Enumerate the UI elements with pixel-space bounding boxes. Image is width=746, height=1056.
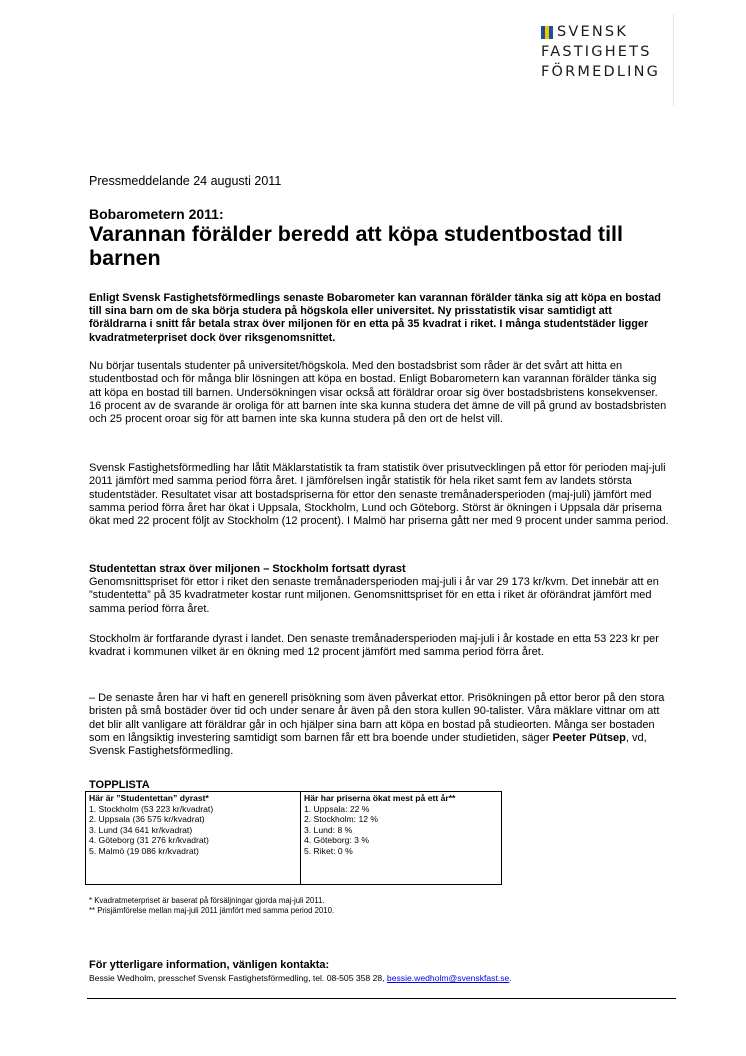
toplista-right-cell xyxy=(301,792,502,885)
press-date: Pressmeddelande 24 augusti 2011 xyxy=(89,174,282,188)
list-item: 1. Stockholm (53 223 kr/kvadrat) xyxy=(89,803,214,814)
lead-paragraph: Enligt Svensk Fastighetsförmedlings senaste Bobarometer kan varannan förälder tänka sig att köpa en bostad till sina barn om de ska börja studera på högskola eller universitet. Ny prisstatistik visar samtidigt att föräldrarna i snitt får betala strax över miljonen för en etta på 35 kvadrat i riket. I många studentstäder ligger kvadratmeterpriset dock över riksgenomsnittet. xyxy=(89,292,661,344)
list-item: 4. Göteborg: 3 % xyxy=(304,835,369,846)
list-item: 5. Riket: 0 % xyxy=(304,845,353,856)
subheading: Studentettan strax över miljonen – Stockholm fortsatt dyrast xyxy=(89,563,406,575)
list-item: 1. Uppsala: 22 % xyxy=(304,803,370,814)
body-paragraph-3: Genomsnittspriset för ettor i riket den senaste tremånadersperioden maj-juli i år var 29 173 kr/kvm. Det innebär att en ”studentetta” på 35 kvadratmeter kostar runt miljonen. Genomsnittspriset för en etta i riket är oförändrat jämfört med samma period förra året. xyxy=(89,576,659,615)
body-paragraph-2: Svensk Fastighetsförmedling har låtit Mäklarstatistik ta fram statistik över prisutvecklingen på ettor för perioden maj-juli 2011 jämfört med samma period förra året. I jämförelsen ingår statistik för hela riket samt fem av landets största studentstäder. Resultatet visar att bostadspriserna för ettor den senaste tremånadersperioden (maj-juli) jämfört med samma period förra året har ökat i Uppsala, Stockholm, Lund och Göteborg. Störst är ökningen i Uppsala där priserna ökat med 22 procent följt av Stockholm (12 procent). I Malmö har priserna gått ner med 9 procent under samma period. xyxy=(89,462,669,528)
list-item: 3. Lund: 8 % xyxy=(304,824,353,835)
quote-speaker: Peeter Pütsep xyxy=(552,731,626,744)
body-paragraph-4: Stockholm är fortfarande dyrast i landet. Den senaste tremånadersperioden maj-juli i år kostade en etta 53 223 kr per kvadrat i kommunen vilket är en ökning med 12 procent jämfört med samma period förra året. xyxy=(89,633,659,659)
body-paragraph-1: Nu börjar tusentals studenter på universitet/högskola. Med den bostadsbrist som råder är det svårt att hitta en studentbostad och för många blir lösningen att köpa en bostad. Enligt Bobarometern kan varannan förälder tänka sig att köpa en bostad till barnen. Undersökningen visar också att föräldrar oroar sig över bostadsbristens konsekvenser. 16 procent av de svarande är oroliga för att barnen inte ska kunna studera det ämne de vill på grund av bostadsbristen och 25 procent oroar sig för att barnen inte ska kunna studera på den ort de helst vill. xyxy=(89,360,667,426)
toplista-left-header: Här är ”Studentettan” dyrast* xyxy=(89,793,209,803)
contact-email-link[interactable]: bessie.wedholm@svenskfast.se xyxy=(386,973,510,983)
list-item: 3. Lund (34 641 kr/kvadrat) xyxy=(89,824,193,835)
logo-text-line3: FÖRMEDLING xyxy=(541,64,661,80)
kicker: Bobarometern 2011: xyxy=(89,206,224,222)
logo-text-line2: FASTIGHETS xyxy=(541,44,652,60)
company-logo xyxy=(541,22,676,106)
toplista-title: TOPPLISTA xyxy=(89,779,150,791)
bottom-divider xyxy=(87,998,676,999)
swedish-flag-icon xyxy=(541,26,553,39)
logo-divider xyxy=(673,14,674,106)
list-item: 2. Stockholm: 12 % xyxy=(304,814,379,825)
footnotes xyxy=(89,896,334,916)
list-item: 2. Uppsala (36 575 kr/kvadrat) xyxy=(89,814,205,825)
body-paragraph-5 xyxy=(89,692,671,758)
toplista-left-cell xyxy=(86,792,301,885)
toplista-table xyxy=(85,791,502,885)
headline: Varannan förälder beredd att köpa studentbostad till barnen xyxy=(89,222,624,270)
contact-text: Bessie Wedholm, presschef Svensk Fastighetsförmedling, tel. 08-505 358 28, xyxy=(89,973,387,983)
contact-heading: För ytterligare information, vänligen kontakta: xyxy=(89,959,330,971)
list-item: 5. Malmö (19 086 kr/kvadrat) xyxy=(89,845,199,856)
contact-line xyxy=(89,973,512,983)
quote-attribution: , vd, Svensk Fastighetsförmedling. xyxy=(89,731,647,758)
quote-text: – De senaste åren har vi haft en generell prisökning som även påverkat ettor. Prisökningen på ettor beror på den stora bristen på små bostäder över tid och under senare år även på den stora kullen 90-talister. Våra mäklare vittnar om att det blir allt vanligare att föräldrar går in och hjälper sina barn att köpa en bostad på studieorten. Många ser bostaden som en långsiktig investering samtidigt som barnen får ett bra boende under studietiden, säger xyxy=(89,692,665,744)
logo-text-line1: SVENSK xyxy=(557,24,629,40)
contact-suffix: . xyxy=(509,973,512,983)
toplista-right-header: Här har priserna ökat mest på ett år** xyxy=(304,793,456,803)
list-item: 4. Göteborg (31 276 kr/kvadrat) xyxy=(89,835,209,846)
footnote: ** Prisjämförelse mellan maj-juli 2011 jämfört med samma period 2010. xyxy=(89,906,335,915)
footnote: * Kvadratmeterpriset är baserat på försäljningar gjorda maj-juli 2011. xyxy=(89,896,325,905)
